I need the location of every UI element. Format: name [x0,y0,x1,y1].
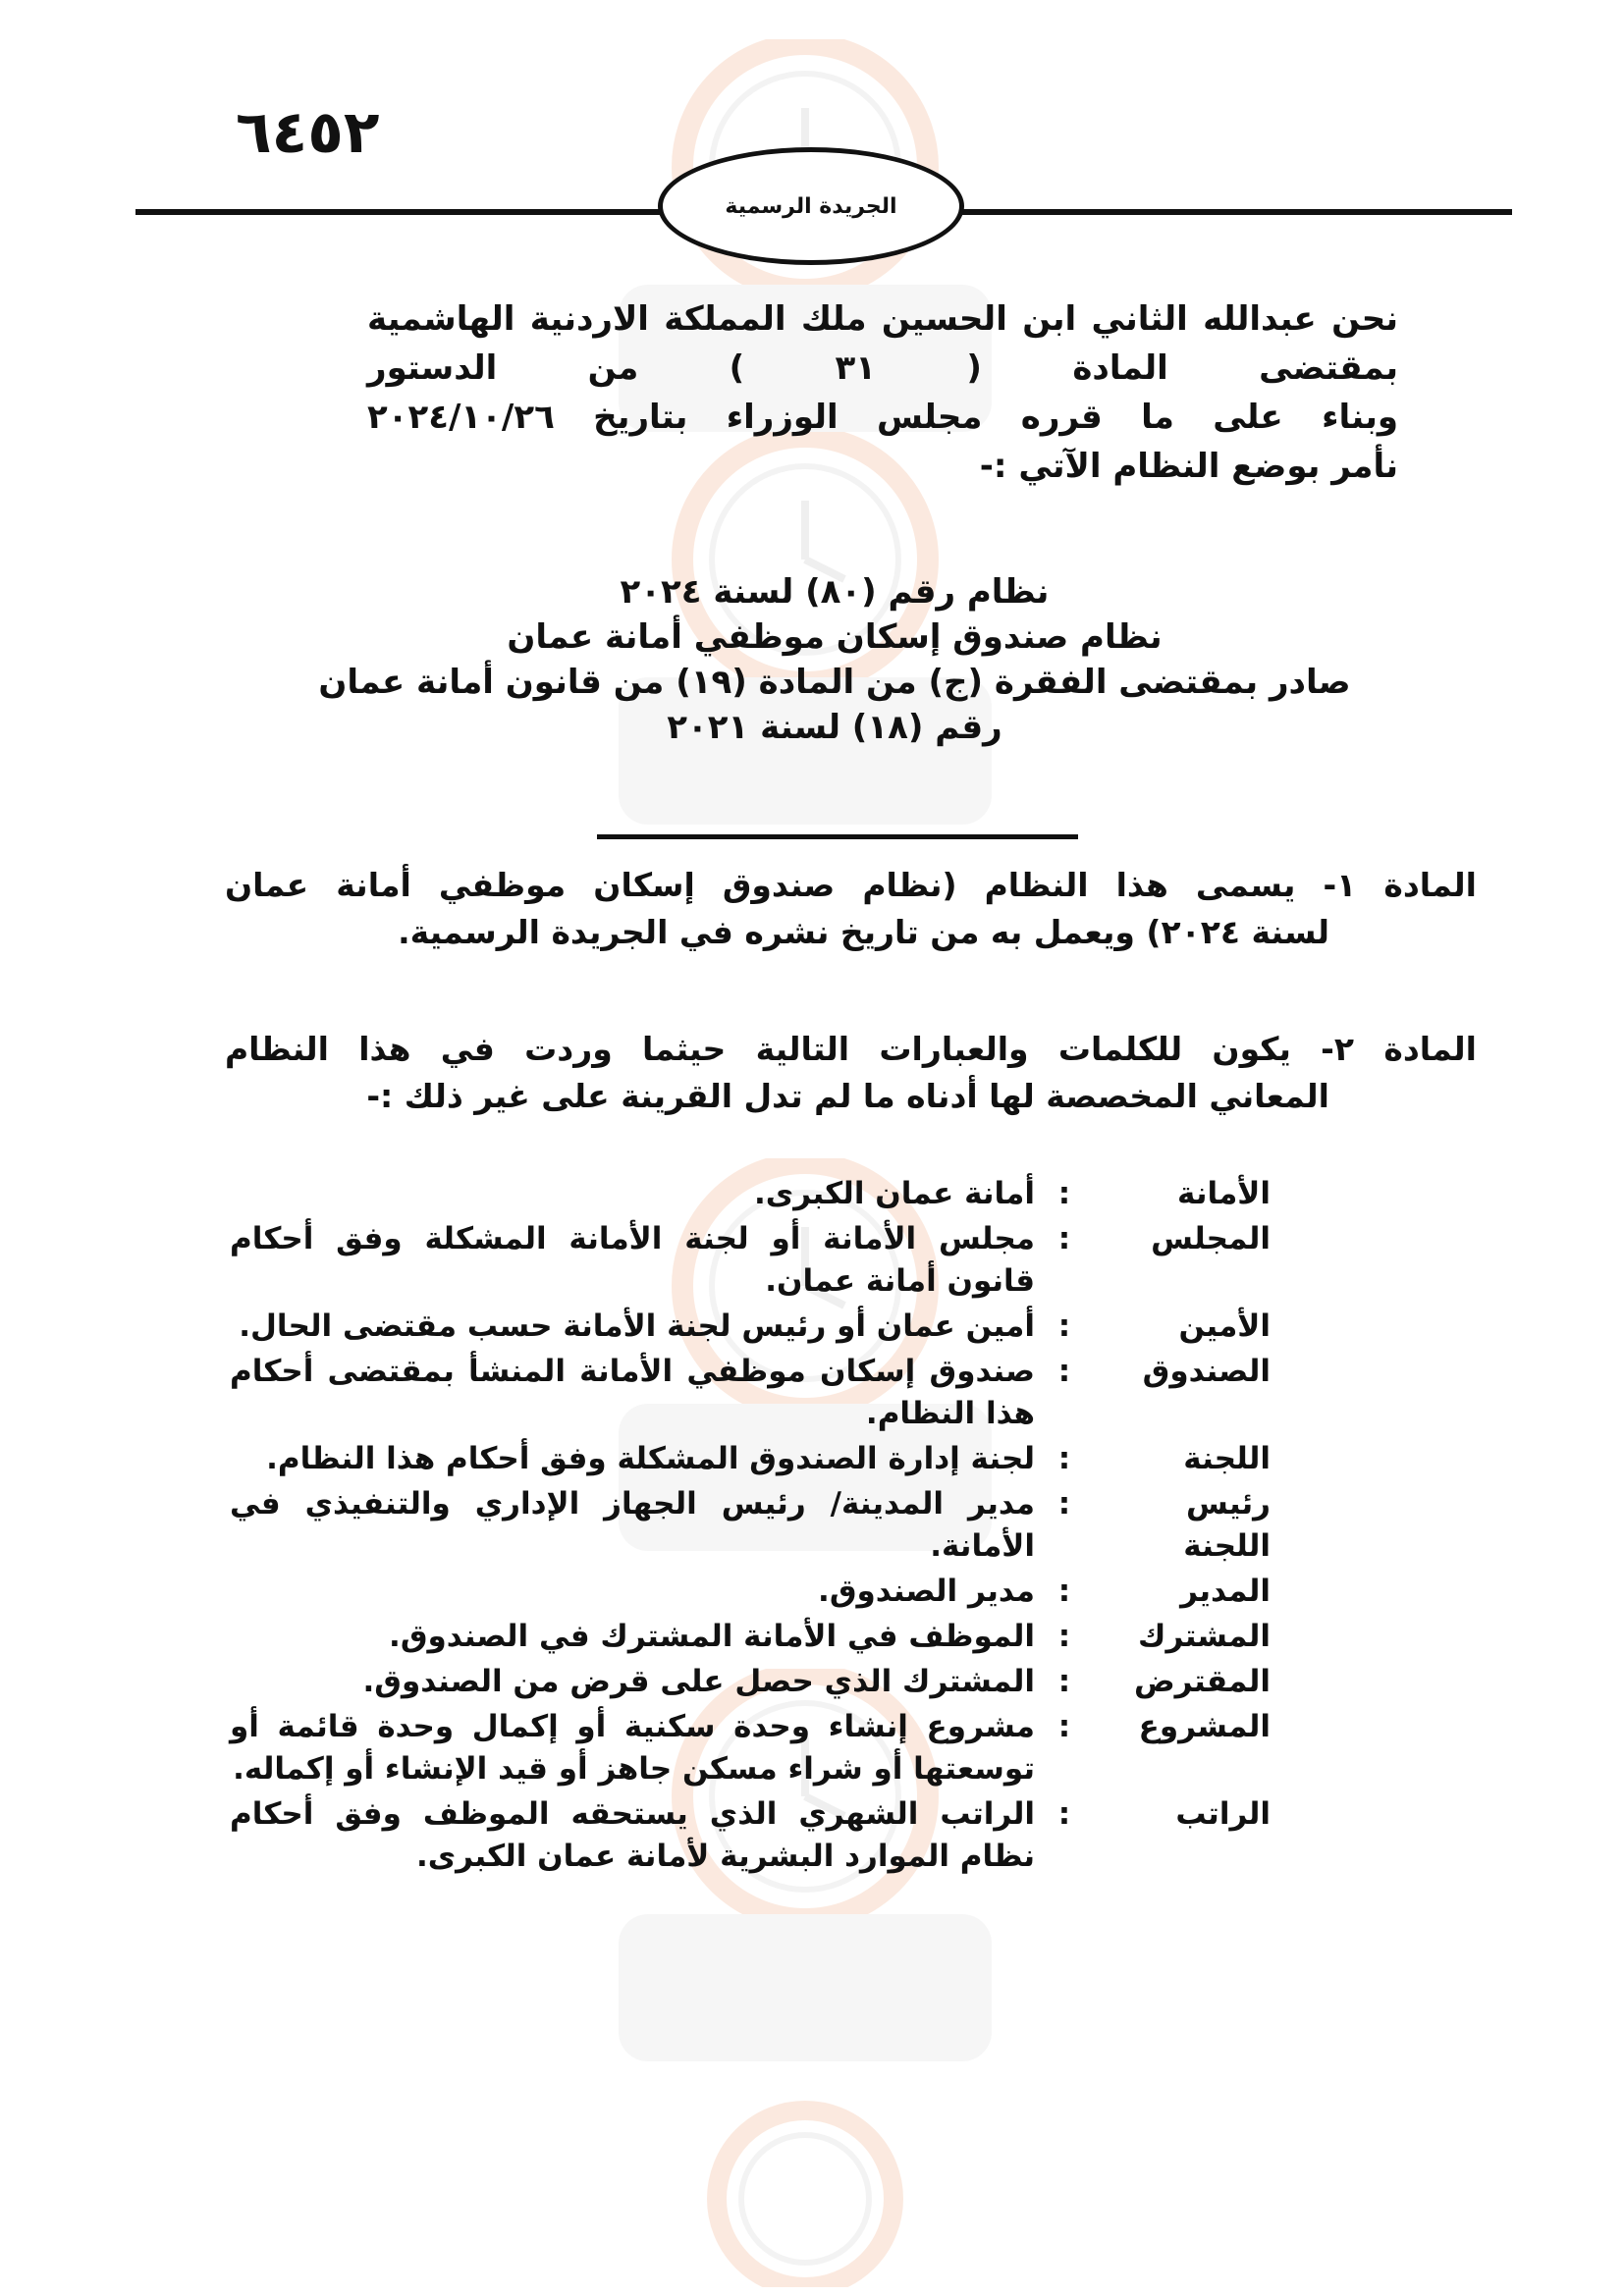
definition-separator: : [1057,1221,1071,1256]
definition-separator: : [1057,1619,1071,1654]
article-line: المعاني المخصصة لها أدناه ما لم تدل القرينة على غير ذلك :- [366,1077,1329,1115]
definitions-list [230,1173,1271,1881]
definition-term: رئيس اللجنة [1183,1486,1271,1564]
definition-separator: : [1057,1441,1071,1476]
definition-separator: : [1057,1709,1071,1744]
page-number: ٦٤٥٢ [236,98,380,167]
article-1 [225,862,1477,956]
definition-text: المشترك الذي حصل على قرض من الصندوق. [362,1664,1035,1699]
definition-text: الراتب الشهري الذي يستحقه الموظف وفق أحكام نظام الموارد البشرية لأمانة عمان الكبرى. [230,1796,1035,1874]
regulation-title [314,569,1355,750]
definition-separator: : [1057,1176,1071,1211]
definition-text: الموظف في الأمانة المشترك في الصندوق. [389,1619,1035,1654]
definition-row [230,1218,1271,1303]
definition-row [230,1793,1271,1878]
definition-text: مدير الصندوق. [818,1574,1035,1609]
definition-text: مشروع إنشاء وحدة سكنية أو إكمال وحدة قائمة أو توسعتها أو شراء مسكن جاهز أو قيد الإنشاء أو إكماله. [230,1709,1035,1787]
decree-line: نأمر بوضع النظام الآتي :- [979,447,1398,486]
definition-separator: : [1057,1664,1071,1699]
definition-separator: : [1057,1574,1071,1609]
article-line: المادة ٢- يكون للكلمات والعبارات التالية حيثما وردت في هذا النظام [225,1030,1477,1068]
article-2 [225,1026,1477,1120]
regulation-law: رقم (١٨) لسنة ٢٠٢١ [667,708,1002,747]
definition-separator: : [1057,1354,1071,1389]
definition-text: صندوق إسكان موظفي الأمانة المنشأ بمقتضى أحكام هذا النظام. [230,1354,1035,1431]
decree-line: بمقتضى المادة ( ٣١ ) من الدستور [367,348,1398,388]
definition-text: لجنة إدارة الصندوق المشكلة وفق أحكام هذا النظام. [266,1441,1035,1476]
definition-term: المدير [1180,1574,1271,1609]
article-line: المادة ١- يسمى هذا النظام (نظام صندوق إسكان موظفي أمانة عمان [225,866,1477,904]
watermark-logo [550,2091,1060,2287]
definition-term: الأمين [1178,1308,1271,1344]
publication-name: الجريدة الرسمية [725,193,897,219]
regulation-number: نظام رقم (٨٠) لسنة ٢٠٢٤ [620,572,1050,612]
definition-term: المقترض [1133,1664,1271,1699]
definition-text: مجلس الأمانة أو لجنة الأمانة المشكلة وفق أحكام قانون أمانة عمان. [230,1221,1035,1299]
definition-separator: : [1057,1308,1071,1344]
definition-term: المشروع [1138,1709,1271,1744]
definition-text: أمين عمان أو رئيس لجنة الأمانة حسب مقتضى الحال. [239,1308,1035,1344]
definition-row [230,1351,1271,1435]
definition-text: مدير المدينة/ رئيس الجهاز الإداري والتنفيذي في الأمانة. [230,1486,1035,1564]
definition-row [230,1483,1271,1568]
definition-term: اللجنة [1183,1441,1271,1476]
definition-separator: : [1057,1796,1071,1832]
definition-row [230,1306,1271,1348]
definition-text: أمانة عمان الكبرى. [754,1176,1035,1211]
definition-separator: : [1057,1486,1071,1522]
decree-line: وبناء على ما قرره مجلس الوزراء بتاريخ ٢٠٢٤/١٠/٢٦ [367,398,1398,437]
definition-term: الراتب [1175,1796,1271,1832]
publication-badge [658,147,964,265]
regulation-name: نظام صندوق إسكان موظفي أمانة عمان [507,617,1163,657]
definition-term: المجلس [1151,1221,1271,1256]
definition-term: المشترك [1138,1619,1271,1654]
regulation-issued: صادر بمقتضى الفقرة (ج) من المادة (١٩) من قانون أمانة عمان [318,663,1351,702]
definition-row [230,1173,1271,1215]
definition-term: الأمانة [1177,1176,1271,1211]
definition-row [230,1706,1271,1790]
definition-row [230,1661,1271,1703]
decree-preamble [367,294,1398,491]
definition-row [230,1616,1271,1658]
article-line: لسنة ٢٠٢٤) ويعمل به من تاريخ نشره في الجريدة الرسمية. [398,913,1329,951]
definition-row [230,1438,1271,1480]
clock-icon [550,2091,1060,2287]
definition-row [230,1571,1271,1613]
title-divider [597,834,1078,839]
definition-term: الصندوق [1142,1354,1271,1389]
decree-line: نحن عبدالله الثاني ابن الحسين ملك المملكة الاردنية الهاشمية [367,299,1398,339]
